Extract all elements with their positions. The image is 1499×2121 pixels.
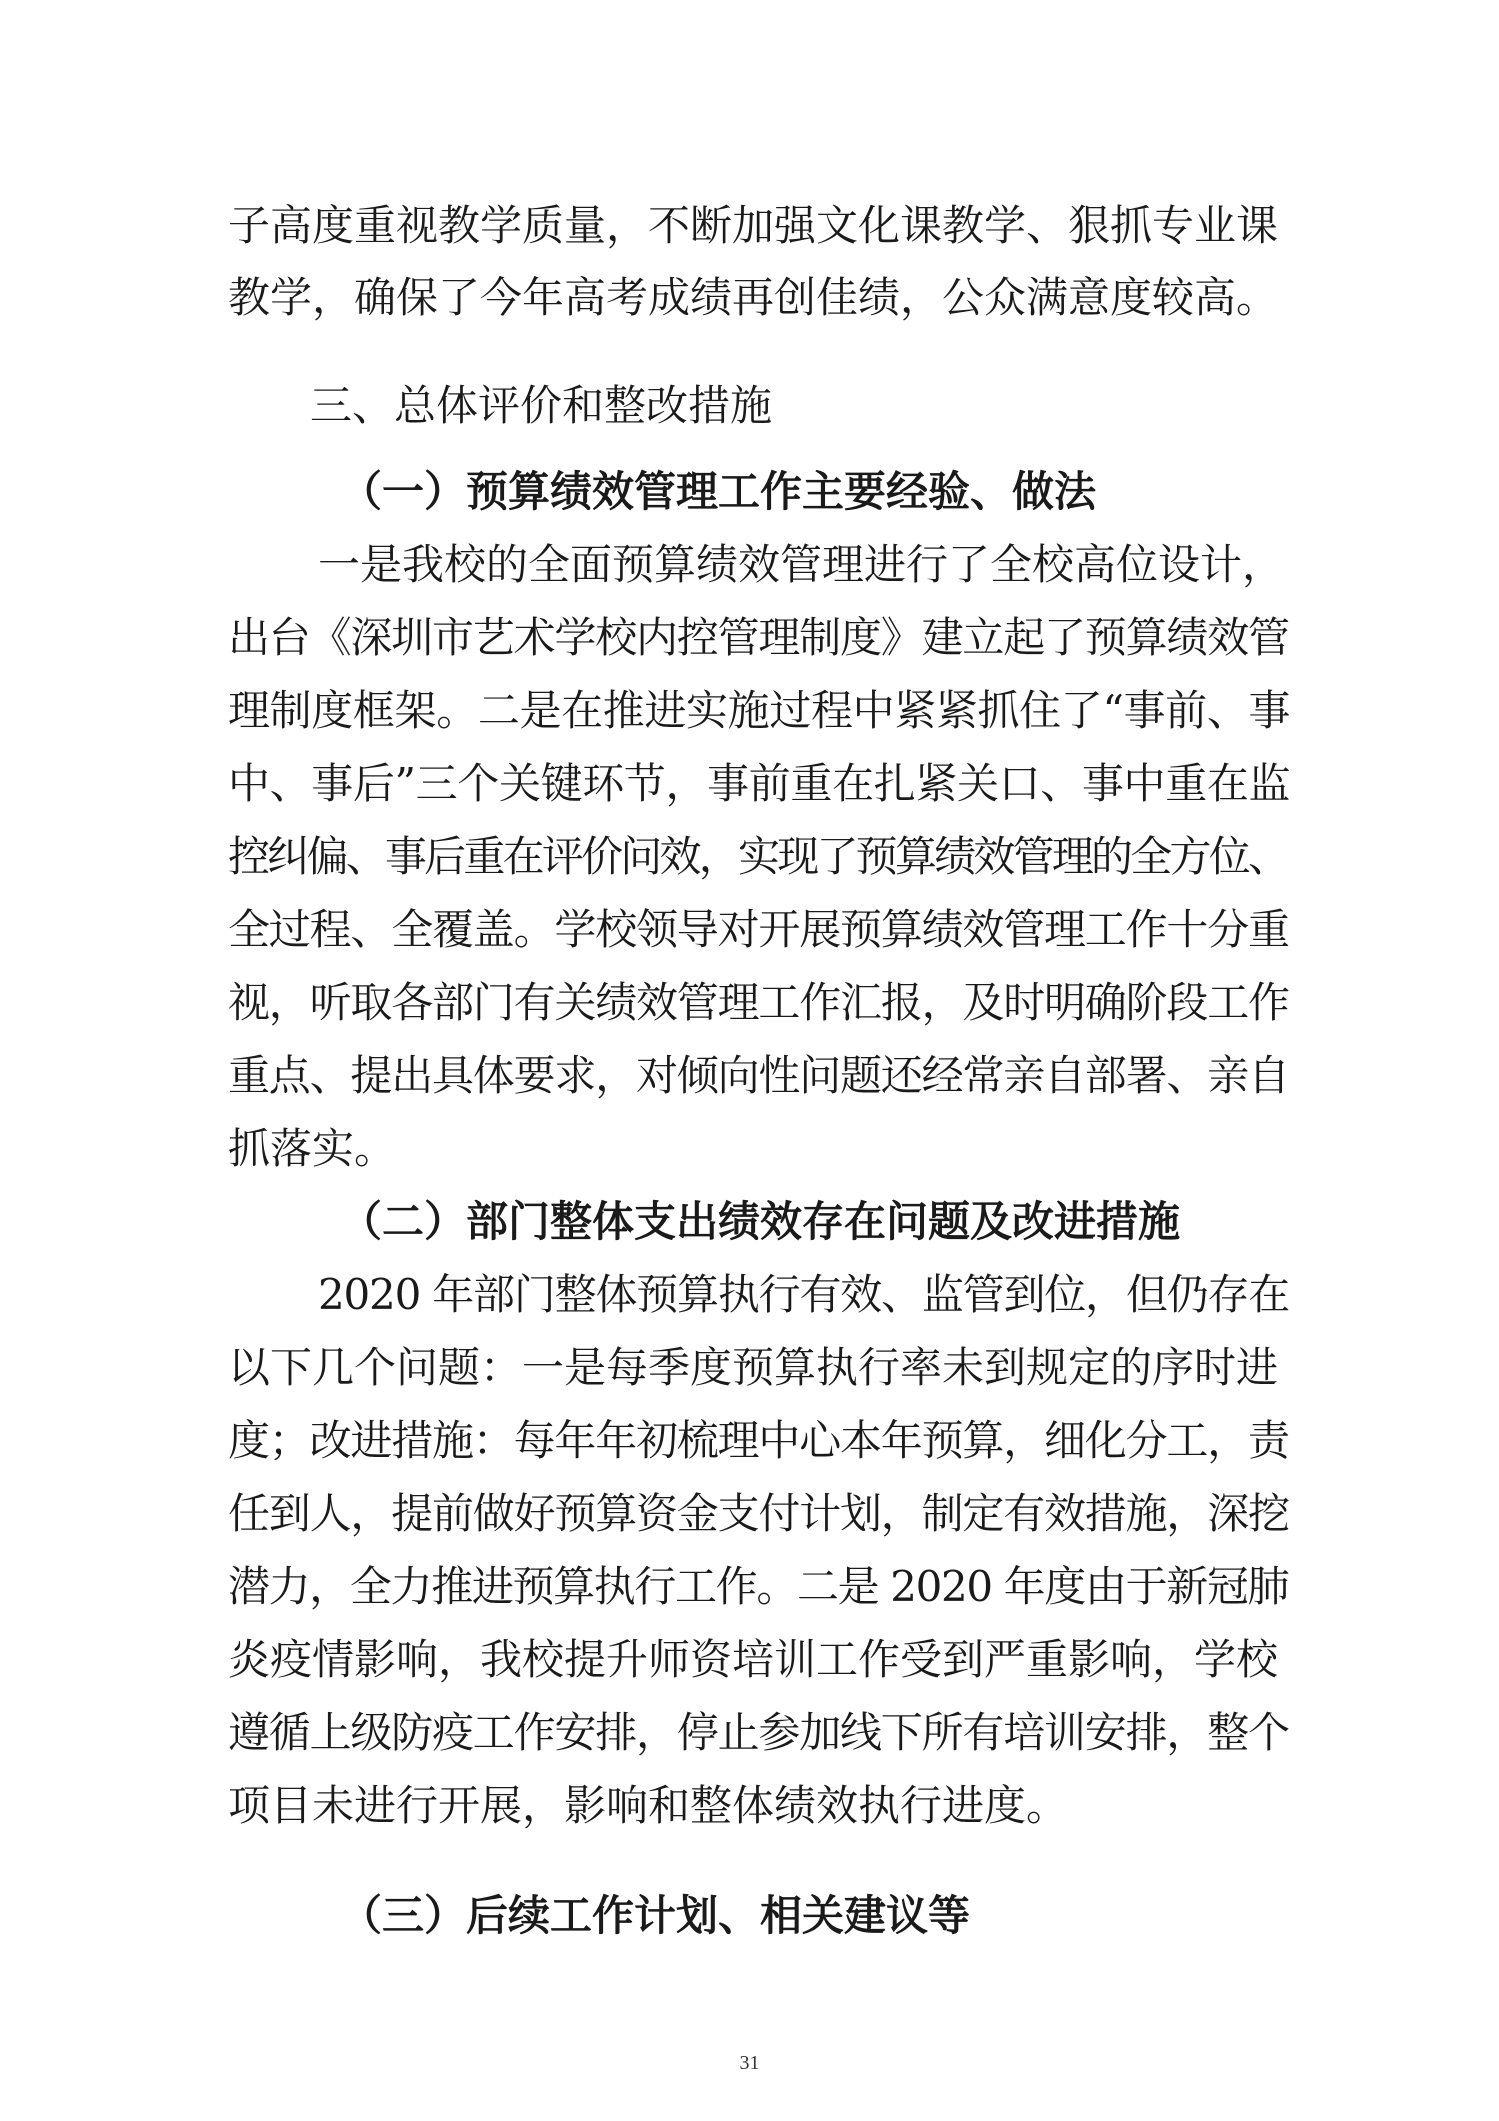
paragraph-line: 一是我校的全面预算绩效管理进行了全校高位设计， [318,540,1285,589]
paragraph-line: 理制度框架。二是在推进实施过程中紧紧抓住了“事前、事 [228,686,1291,735]
paragraph-line: 出台《深圳市艺术学校内控管理制度》建立起了预算绩效管 [228,613,1289,662]
paragraph-line: 教学，确保了今年高考成绩再创佳绩，公众满意度较高。 [228,273,1279,322]
paragraph-line: 炎疫情影响，我校提升师资培训工作受到严重影响，学校 [228,1635,1279,1684]
paragraph-line: 度；改进措施：每年年初梳理中心本年预算，细化分工，责 [228,1416,1289,1465]
paragraph-line: 遵循上级防疫工作安排，停止参加线下所有培训安排，整个 [228,1708,1289,1757]
subsection-heading: （三）后续工作计划、相关建议等 [340,1891,971,1940]
paragraph-line: 全过程、全覆盖。学校领导对开展预算绩效管理工作十分重 [228,905,1289,954]
paragraph-line: 重点、提出具体要求，对倾向性问题还经常亲自部署、亲自 [228,1051,1289,1100]
paragraph-line: 以下几个问题：一是每季度预算执行率未到规定的序时进 [228,1343,1279,1392]
paragraph-line: 视，听取各部门有关绩效管理工作汇报，及时明确阶段工作 [228,978,1289,1027]
paragraph-line: 任到人，提前做好预算资金支付计划，制定有效措施，深挖 [228,1489,1289,1538]
subsection-heading: （二）部门整体支出绩效存在问题及改进措施 [340,1197,1181,1246]
paragraph-line: 潜力，全力推进预算执行工作。二是 2020 年度由于新冠肺 [228,1562,1289,1611]
paragraph-line: 抓落实。 [228,1124,397,1173]
paragraph-line: 子高度重视教学质量，不断加强文化课教学、狠抓专业课 [228,201,1279,250]
section-heading: 三、总体评价和整改措施 [310,381,773,430]
paragraph-line: 中、事后”三个关键环节，事前重在扎紧关口、事中重在监 [228,759,1291,808]
paragraph-line: 控纠偏、事后重在评价问效，实现了预算绩效管理的全方位、 [228,832,1288,881]
paragraph-line: 2020 年部门整体预算执行有效、监管到位，但仍存在 [318,1270,1290,1319]
paragraph-line: 项目未进行开展，影响和整体绩效执行进度。 [228,1781,1069,1830]
subsection-heading: （一）预算绩效管理工作主要经验、做法 [340,467,1097,516]
page-number: 31 [739,2052,760,2074]
